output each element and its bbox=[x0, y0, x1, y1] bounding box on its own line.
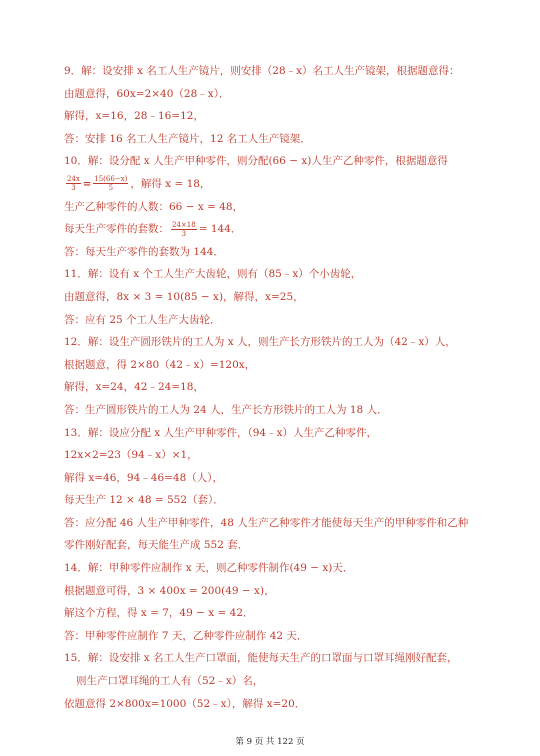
text-line: 由题意得，60x=2×40（28﹣x）． bbox=[64, 87, 230, 100]
text-line: 12．解：设生产圆形铁片的工人为 x 人，则生产长方形铁片的工人为（42﹣x）人， bbox=[64, 336, 456, 349]
text-line: 答：甲种零件应制作 7 天，乙种零件应制作 42 天． bbox=[64, 629, 308, 642]
text-line: 解这个方程，得 x = 7，49 − x = 42． bbox=[64, 607, 254, 620]
text-line: 答：安排 16 名工人生产镜片，12 名工人生产镜架． bbox=[64, 132, 311, 145]
equation-text: = 144． bbox=[198, 223, 242, 236]
text-line: 生产乙种零件的人数：66 − x = 48， bbox=[64, 200, 244, 213]
text-line: 答：生产圆形铁片的工人为 24 人，生产长方形铁片的工人为 18 人． bbox=[64, 403, 388, 416]
text-line: 根据题意可得，3 × 400x = 200(49 − x)， bbox=[64, 584, 275, 597]
fraction-numerator: 24x bbox=[67, 175, 80, 184]
fraction-denominator: 3 bbox=[71, 184, 76, 193]
equation-text: 每天生产零件的套数： bbox=[64, 223, 169, 236]
text-line: 根据题意，得 2×80（42﹣x）=120x， bbox=[64, 358, 256, 371]
equation-line bbox=[64, 218, 484, 241]
text-line: 解得，x=16，28﹣16=12， bbox=[64, 110, 204, 123]
fraction-numerator: 24×18 bbox=[172, 220, 196, 229]
fraction bbox=[66, 175, 81, 192]
text-line: 每天生产 12 × 48 = 552（套）． bbox=[64, 494, 224, 507]
text-line: 解得，x=24，42﹣24=18， bbox=[64, 381, 204, 394]
fraction-denominator: 5 bbox=[108, 184, 114, 193]
page-footer: 第 9 页 共 122 页 bbox=[235, 737, 305, 747]
text-line: 答：每天生产零件的套数为 144． bbox=[64, 245, 224, 258]
text-line: 由题意得，8x × 3 = 10(85 − x)，解得，x=25， bbox=[64, 290, 304, 303]
equals-sign: = bbox=[82, 178, 92, 190]
text-line: 则生产口罩耳绳的工人有（52﹣x）名， bbox=[76, 675, 264, 688]
text-line: 解得 x=46，94﹣46=48（人）， bbox=[64, 471, 224, 484]
text-line: 15．解：设安排 x 名工人生产口罩面，能使每天生产的口罩面与口罩耳绳刚好配套， bbox=[64, 652, 458, 665]
equation-line bbox=[64, 173, 484, 196]
text-line: 12x×2=23（94﹣x）×1， bbox=[64, 449, 198, 462]
text-line: 答：应分配 46 人生产甲种零件，48 人生产乙种零件才能使每天生产的甲种零件和乙种 bbox=[64, 516, 469, 529]
text-line: 10．解：设分配 x 人生产甲种零件，则分配(66 − x)人生产乙种零件，根据题意得 bbox=[64, 155, 448, 168]
text-line: 13．解：设应分配 x 人生产甲种零件，（94﹣x）人生产乙种零件， bbox=[64, 426, 377, 439]
text-line: 依题意得 2×800x=1000（52﹣x），解得 x=20． bbox=[64, 697, 306, 710]
fraction bbox=[171, 221, 197, 238]
text-line: 11．解：设有 x 个工人生产大齿轮，则有（85﹣x）个小齿轮， bbox=[64, 268, 362, 281]
text-line: 9．解：设安排 x 名工人生产镜片，则安排（28﹣x）名工人生产镜架，根据题意得： bbox=[64, 65, 460, 77]
fraction bbox=[93, 175, 128, 192]
text-line: 答：应有 25 个工人生产大齿轮． bbox=[64, 313, 221, 326]
document-body bbox=[64, 60, 484, 715]
text-line: 14．解：甲种零件应制作 x 天，则乙种零件制作(49 − x)天． bbox=[64, 562, 354, 575]
equation-text: ，解得 x = 18， bbox=[130, 177, 211, 190]
fraction-numerator: 15(66−x) bbox=[94, 175, 128, 184]
fraction-denominator: 3 bbox=[181, 229, 187, 238]
text-line: 零件刚好配套，每天能生产成 552 套． bbox=[64, 539, 249, 552]
